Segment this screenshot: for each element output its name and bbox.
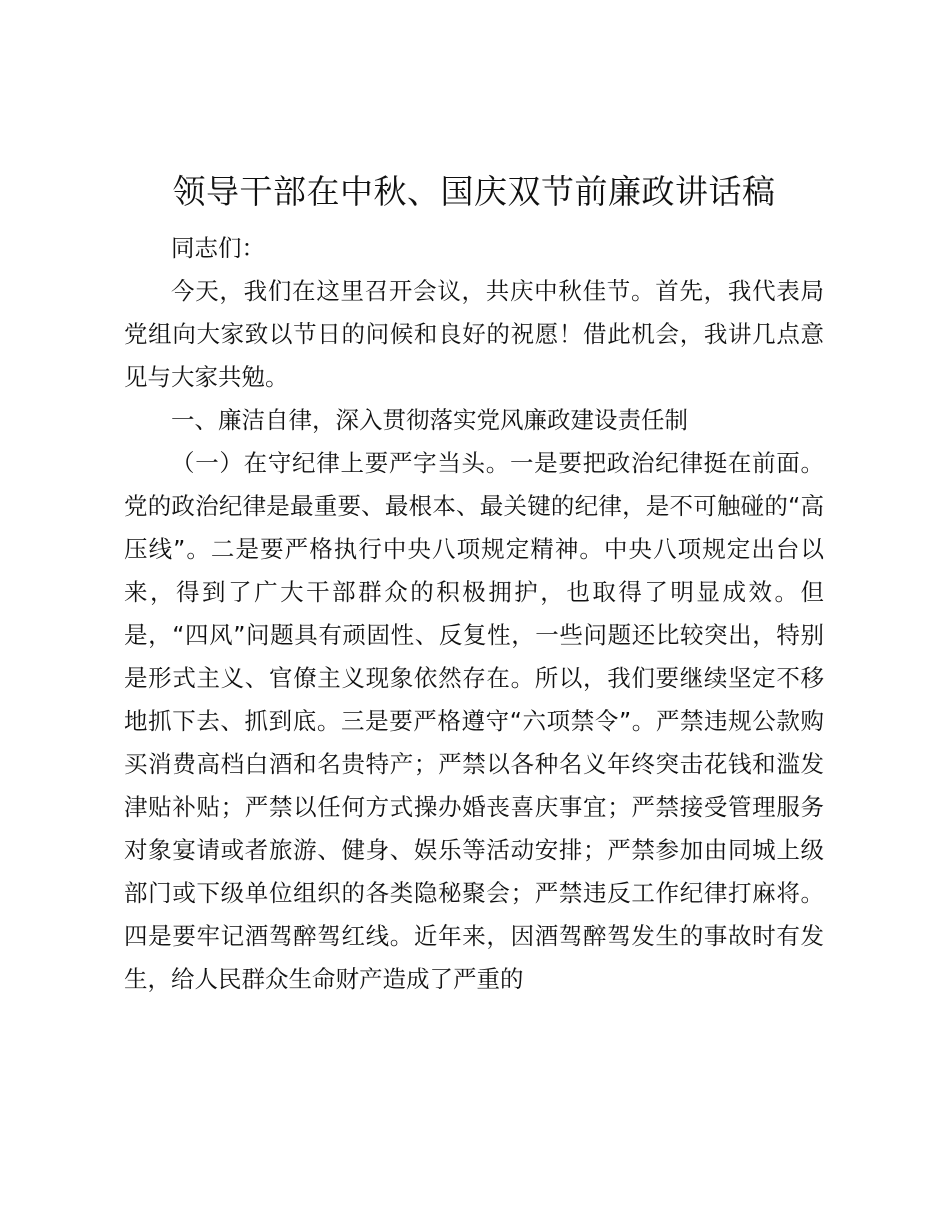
document-title: 领导干部在中秋、国庆双节前廉政讲话稿: [172, 172, 776, 211]
section-paragraph: （一）在守纪律上要严字当头。一是要把政治纪律挺在前面。党的政治纪律是最重要、最根本、最关键的纪律，是不可触碰的“高压线”。二是要严格执行中央八项规定精神。中央八项规定出台以来，得到了广大干部群众的积极拥护，也取得了明显成效。但是，“四风”问题具有顽固性、反复性，一些问题还比较突出，特别是形式主义、官僚主义现象依然存在。所以，我们要继续坚定不移地抓下去、抓到底。三是要严格遵守“六项禁令”。严禁违规公款购买消费高档白酒和名贵特产；严禁以各种名义年终突击花钱和滥发津贴补贴；严禁以任何方式操办婚丧喜庆事宜；严禁接受管理服务对象宴请或者旅游、健身、娱乐等活动安排；严禁参加由同城上级部门或下级单位组织的各类隐秘聚会；严禁违反工作纪律打麻将。四是要牢记酒驾醉驾红线。近年来，因酒驾醉驾发生的事故时有发生，给人民群众生命财产造成了严重的: [124, 449, 824, 993]
document-body: [124, 165, 824, 1001]
opening-paragraph: 今天，我们在这里召开会议，共庆中秋佳节。首先，我代表局党组向大家致以节日的问候和良好的祝愿！借此机会，我讲几点意见与大家共勉。: [124, 277, 824, 391]
section-heading: 一、廉洁自律，深入贯彻落实党风廉政建设责任制: [171, 406, 688, 434]
salutation: 同志们：: [171, 234, 265, 262]
